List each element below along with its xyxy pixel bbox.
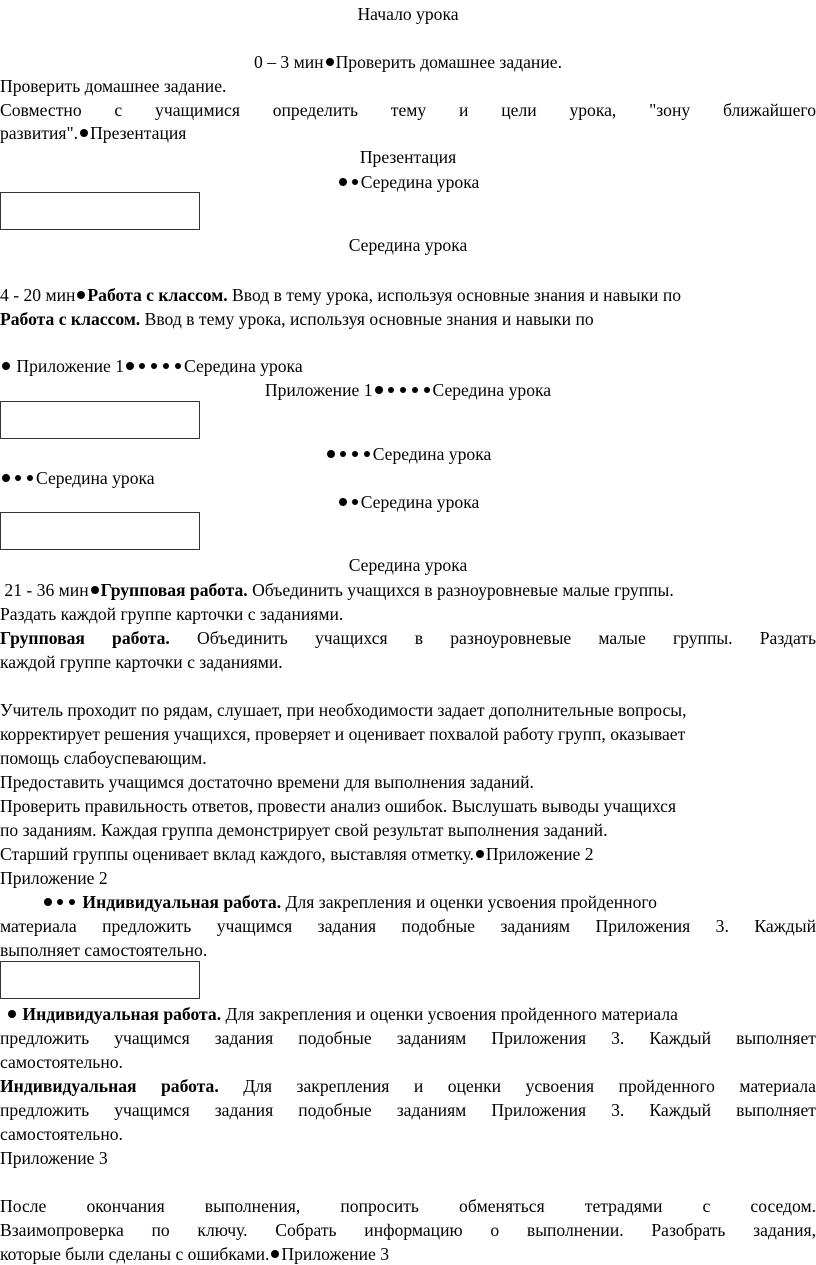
bullet-icon (69, 899, 75, 905)
appendix-2-line: Приложение 2 (0, 868, 108, 888)
bullet-icon (91, 586, 99, 594)
bullet-icon (126, 362, 134, 370)
bullet-icon (388, 387, 394, 393)
bullet-icon (163, 363, 169, 369)
bullet-icon (400, 387, 406, 393)
individual-work-block2-line-1: Индивидуальная работа. Для закрепления и оценки усвоения пройденного материала (0, 1003, 816, 1025)
check-answers-line-1: Проверить правильность ответов, провести анализ ошибок. Выслушать выводы учащихся (0, 796, 677, 816)
bullet-icon (2, 362, 10, 370)
define-topic-line: Совместно с учащимися определить тему и цели урока, "зону ближайшего (0, 100, 816, 120)
bullet-icon (352, 451, 358, 457)
empty-frame-1 (0, 192, 200, 230)
work-class-line: Работа с классом. Ввод в тему урока, используя основные знания и навыки по (0, 309, 594, 329)
bullet-icon (44, 898, 52, 906)
bullet-icon (339, 178, 347, 186)
time-line: Предоставить учащимся достаточно времени для выполнения заданий. (0, 772, 534, 792)
empty-frame-2 (0, 401, 200, 439)
teacher-line-1: Учитель проходит по рядам, слушает, при необходимости задает дополнительные вопросы, (0, 700, 687, 720)
individual-work-block2-line-2: предложить учащимся задания подобные заданиям Приложения 3. Каждый выполняет (0, 1028, 816, 1048)
bullet-icon (2, 474, 10, 482)
individual-work-line-3: выполняет самостоятельно. (0, 940, 208, 960)
after-line-3: которые были сделаны с ошибками. Приложение 3 (0, 1244, 390, 1264)
bullet-icon (339, 498, 347, 506)
stage-21-36-line-2: Раздать каждой группе карточки с заданиями. (0, 604, 344, 624)
bullet-icon (271, 1250, 279, 1258)
bullet-icon (326, 58, 334, 66)
stage-21-36-line: 21 - 36 мин Групповая работа. Объединить учащихся в разноуровневые малые группы. (4, 580, 674, 600)
bullet-icon (175, 363, 181, 369)
check-answers-line-2: по заданиям. Каждая группа демонстрирует свой результат выполнения заданий. (0, 820, 608, 840)
individual-work-block3-line-3: самостоятельно. (0, 1124, 123, 1144)
middle-line-1: Середина урока (0, 171, 816, 193)
bullet-icon (15, 475, 21, 481)
bullet-icon (352, 499, 358, 505)
presentation-line: Презентация (359, 147, 457, 167)
bullet-icon (424, 387, 430, 393)
teacher-line-2: корректирует решения учащихся, проверяет и оценивает похвалой работу групп, оказывает (0, 724, 686, 744)
stage-4-20-line: 4 - 20 мин Работа с классом. Ввод в тему урока, используя основные знания и навыки по (0, 285, 682, 305)
individual-work-block3-line-1: Индивидуальная работа. Для закрепления и оценки усвоения пройденного материала (0, 1076, 816, 1096)
group-work-line-2: каждой группе карточки с заданиями. (0, 652, 283, 672)
check-homework-line: Проверить домашнее задание. (0, 76, 227, 96)
middle-line-3: Середина урока (0, 467, 816, 489)
individual-work-block3-line-2: предложить учащимся задания подобные заданиям Приложения 3. Каждый выполняет (0, 1100, 816, 1120)
bullet-icon (77, 291, 85, 299)
middle-heading-2: Середина урока (348, 555, 468, 575)
individual-work-line-1: Индивидуальная работа. Для закрепления и оценки усвоения пройденного (0, 891, 816, 913)
bullet-icon (412, 387, 418, 393)
bullet-icon (151, 363, 157, 369)
stage-0-3-line: 0 – 3 мин Проверить домашнее задание. (254, 52, 562, 72)
group-work-line: Групповая работа. Объединить учащихся в разноуровневые малые группы. Раздать (0, 628, 816, 648)
elder-line: Старший группы оценивает вклад каждого, выставляя отметку. Приложение 2 (0, 844, 594, 864)
middle-line-2: Середина урока (0, 443, 816, 465)
middle-line-4: Середина урока (0, 491, 816, 513)
appendix-3-line: Приложение 3 (0, 1148, 108, 1168)
individual-work-line-2: материала предложить учащимся задания подобные заданиям Приложения 3. Каждый (0, 916, 816, 936)
bullet-icon (80, 129, 88, 137)
teacher-line-3: помощь слабоуспевающим. (0, 748, 207, 768)
bullet-icon (375, 386, 383, 394)
bullet-icon (27, 475, 33, 481)
appendix-1-line-left: Приложение 1 Середина урока (0, 355, 816, 377)
bullet-icon (8, 1010, 16, 1018)
bullet-icon (352, 179, 358, 185)
empty-frame-4 (0, 961, 200, 999)
individual-work-block2-line-3: самостоятельно. (0, 1052, 123, 1072)
define-topic-line-2: развития". Презентация (0, 123, 187, 143)
middle-heading-1: Середина урока (348, 235, 468, 255)
appendix-1-line-center: Приложение 1 Середина урока (264, 380, 552, 400)
bullet-icon (139, 363, 145, 369)
bullet-icon (327, 450, 335, 458)
after-line-2: Взаимопроверка по ключу. Собрать информацию о выполнении. Разобрать задания, (0, 1220, 816, 1240)
bullet-icon (476, 850, 484, 858)
empty-frame-3 (0, 512, 200, 550)
after-line-1: После окончания выполнения, попросить обменяться тетрадями с соседом. (0, 1196, 816, 1216)
bullet-icon (340, 451, 346, 457)
bullet-icon (57, 899, 63, 905)
bullet-icon (364, 451, 370, 457)
lesson-start-heading: Начало урока (357, 4, 459, 24)
